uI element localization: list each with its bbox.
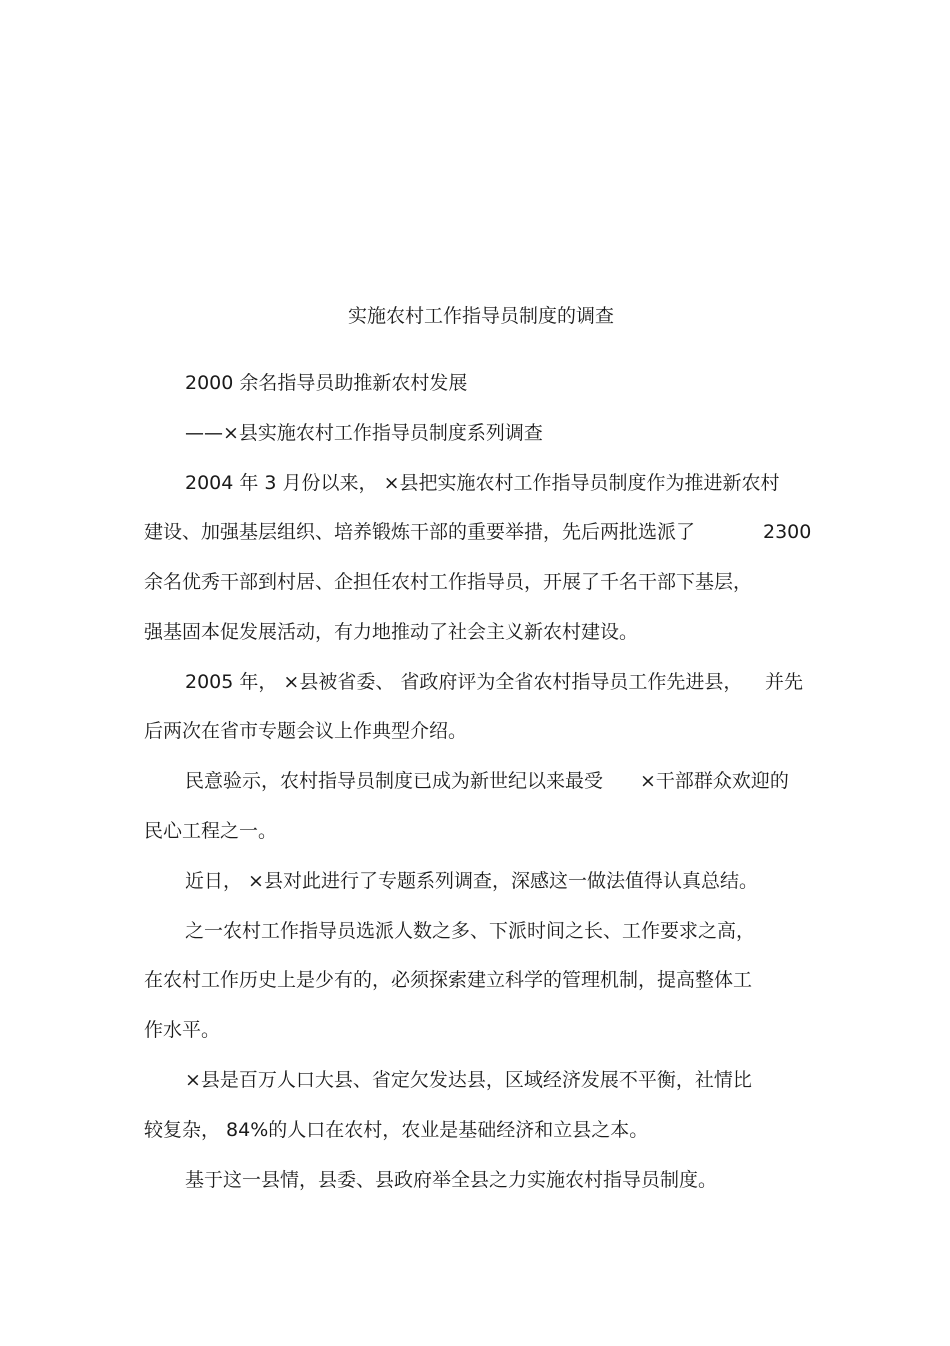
paragraph-line: 建设、加强基层组织、培养锻炼干部的重要举措，先后两批选派了: [144, 521, 696, 543]
paragraph-line: 2004 年 3 月份以来， ×县把实施农村工作指导员制度作为推进新农村: [185, 472, 780, 494]
paragraph-line: 强基固本促发展活动，有力地推动了社会主义新农村建设。: [144, 621, 639, 643]
paragraph-line: 基于这一县情，县委、县政府举全县之力实施农村指导员制度。: [185, 1169, 718, 1191]
paragraph-line: 之一农村工作指导员选派人数之多、下派时间之长、工作要求之高，: [185, 920, 756, 942]
subtitle-line: 2000 余名指导员助推新农村发展: [185, 372, 468, 394]
paragraph-line-end: ×干部群众欢迎的: [640, 770, 789, 792]
paragraph-line: ×县是百万人口大县、省定欠发达县，区域经济发展不平衡，社情比: [185, 1069, 752, 1091]
paragraph-line: 民意验示，农村指导员制度已成为新世纪以来最受: [185, 770, 604, 792]
paragraph-line: 近日， ×县对此进行了专题系列调查，深感这一做法值得认真总结。: [185, 870, 758, 892]
paragraph-line-end: 并先: [765, 671, 804, 693]
paragraph-line: 后两次在省市专题会议上作典型介绍。: [144, 720, 468, 742]
paragraph-line: 民心工程之一。: [144, 820, 278, 842]
paragraph-line: 余名优秀干部到村居、企担任农村工作指导员，开展了千名干部下基层，: [144, 571, 753, 593]
document-title: 实施农村工作指导员制度的调查: [347, 305, 614, 327]
paragraph-line: 作水平。: [144, 1019, 221, 1041]
paragraph-line: 在农村工作历史上是少有的，必须探索建立科学的管理机制，提高整体工: [144, 969, 753, 991]
paragraph-line: 2005 年， ×县被省委、 省政府评为全省农村指导员工作先进县，: [185, 671, 743, 693]
paragraph-line: 较复杂， 84%的人口在农村，农业是基础经济和立县之本。: [144, 1119, 649, 1141]
subtitle-series-line: ——×县实施农村工作指导员制度系列调查: [185, 422, 543, 444]
paragraph-number: 2300: [763, 521, 812, 543]
